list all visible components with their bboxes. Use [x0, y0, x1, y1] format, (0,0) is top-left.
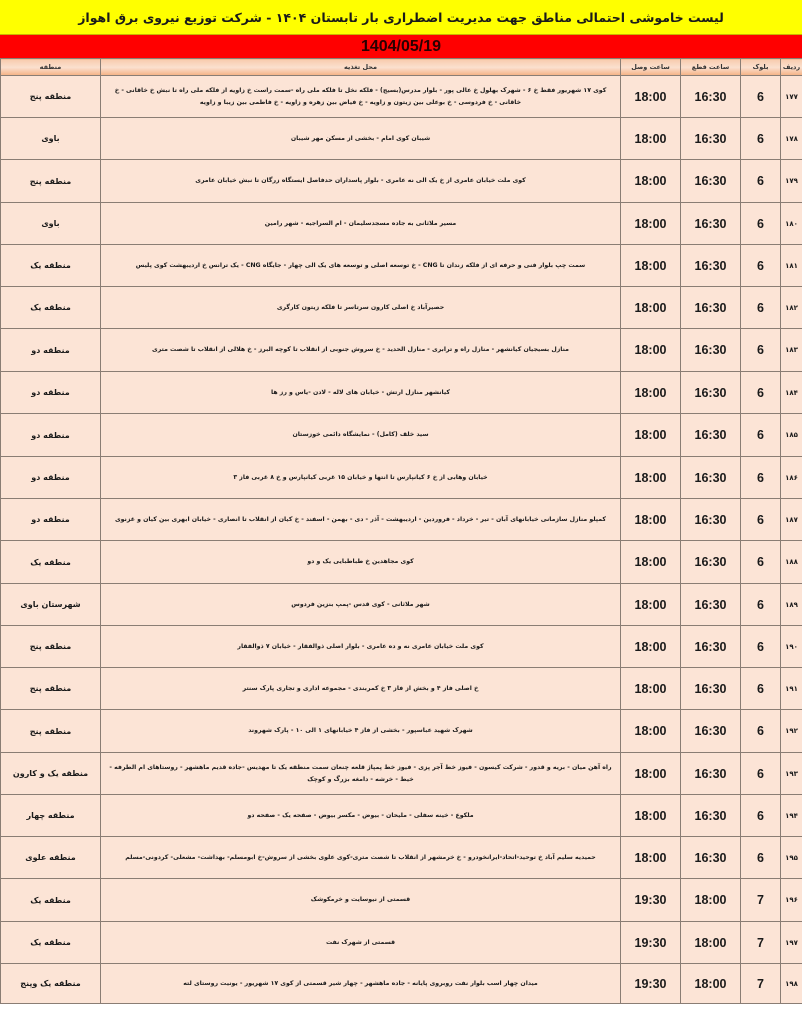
- cut-time: 18:00: [681, 964, 741, 1004]
- table-row: [1, 245, 802, 287]
- row-number: ۱۸۳: [781, 329, 802, 372]
- cut-time: 16:30: [681, 668, 741, 710]
- connect-time: 18:00: [621, 287, 681, 329]
- block-number: 7: [741, 922, 781, 964]
- table-row: [1, 541, 802, 584]
- connect-time: 18:00: [621, 499, 681, 541]
- location-description: راه آهن میان - بریه و قدور - شرکت کیسون - فیوز خط آجر پزی - فیوز خط پمپاژ قلعه چنعان سمت منطقه یک تا مهدیس -جاده قدیم ماهشهر - روستاهای ام الطرفه - خیط - خرشه - دامغه بزرگ و کوچک: [101, 753, 621, 795]
- region-name: منطقه چهار: [1, 795, 101, 837]
- region-name: منطقه یک: [1, 287, 101, 329]
- block-number: 6: [741, 76, 781, 118]
- cut-time: 18:00: [681, 879, 741, 922]
- region-name: منطقه دو: [1, 372, 101, 414]
- table-row: [1, 584, 802, 626]
- region-name: منطقه پنج: [1, 710, 101, 753]
- location-description: سمت چپ بلوار فنی و حرفه ای از فلکه زندان تا CNG - خ توسعه اصلی و توسعه های یک الی چهار - جایگاه CNG - یک ترانس خ اردیبهشت کوی پلیس: [101, 245, 621, 287]
- block-number: 6: [741, 753, 781, 795]
- location-description: ملکوع - خینه سفلی - ملیحان - بیوض - مکسر بیوض - صفحه یک - صفحه دو: [101, 795, 621, 837]
- region-name: منطقه یک وپنج: [1, 964, 101, 1004]
- row-number: ۱۸۵: [781, 414, 802, 457]
- table-row: [1, 753, 802, 795]
- table-row: [1, 160, 802, 203]
- location-description: سید خلف (کامل) - نمایشگاه دائمی خوزستان: [101, 414, 621, 457]
- cut-time: 16:30: [681, 541, 741, 584]
- schedule-date: 1404/05/19: [360, 37, 442, 55]
- connect-time: 19:30: [621, 879, 681, 922]
- connect-time: 18:00: [621, 203, 681, 245]
- row-number: ۱۹۸: [781, 964, 802, 1004]
- outage-table: [0, 58, 802, 1004]
- region-name: منطقه دو: [1, 414, 101, 457]
- location-description: شهرک شهید عباسپور - بخشی از فاز ۴ خیابانهای ۱ الی ۱۰ - پارک شهروند: [101, 710, 621, 753]
- location-description: کوی ملت خیابان عامری نه و ده عامری - بلوار اصلی ذوالفقار - خیابان ۷ ذوالفقار: [101, 626, 621, 668]
- connect-time: 18:00: [621, 329, 681, 372]
- row-number: ۱۷۸: [781, 118, 802, 160]
- location-description: کوی مجاهدین خ طباطبایی یک و دو: [101, 541, 621, 584]
- header-block: بلوک: [741, 59, 781, 76]
- row-number: ۱۷۹: [781, 160, 802, 203]
- connect-time: 18:00: [621, 372, 681, 414]
- block-number: 6: [741, 118, 781, 160]
- connect-time: 18:00: [621, 668, 681, 710]
- block-number: 6: [741, 584, 781, 626]
- block-number: 6: [741, 710, 781, 753]
- connect-time: 19:30: [621, 922, 681, 964]
- location-description: قسمتی از شهرک نفت: [101, 922, 621, 964]
- location-description: کیانشهر منازل ارتش - خیابان های لاله - لادن -یاس و رز ها: [101, 372, 621, 414]
- table-row: [1, 795, 802, 837]
- cut-time: 16:30: [681, 626, 741, 668]
- connect-time: 18:00: [621, 245, 681, 287]
- region-name: منطقه علوی: [1, 837, 101, 879]
- row-number: ۱۹۷: [781, 922, 802, 964]
- region-name: منطقه دو: [1, 457, 101, 499]
- location-description: کمپلو منازل سازمانی خیابانهای آبان - تیر - خرداد - فروردین - اردیبهشت - آذر - دی - بهمن - اسفند - خ کیان از انقلاب تا انصاری - خیابان ابهری بین کیان و غزنوی: [101, 499, 621, 541]
- location-description: میدان چهار اسب بلوار نفت روبروی پایانه - جاده ماهشهر - چهار شیر قسمتی از کوی ۱۷ شهریور - یونیت روستای لته: [101, 964, 621, 1004]
- cut-time: 16:30: [681, 457, 741, 499]
- date-banner: [0, 35, 802, 58]
- block-number: 6: [741, 329, 781, 372]
- row-number: ۱۹۱: [781, 668, 802, 710]
- row-number: ۱۹۴: [781, 795, 802, 837]
- table-row: [1, 76, 802, 118]
- region-name: منطقه یک: [1, 922, 101, 964]
- table-body: [1, 76, 802, 1004]
- region-name: منطقه دو: [1, 499, 101, 541]
- connect-time: 18:00: [621, 753, 681, 795]
- block-number: 6: [741, 245, 781, 287]
- region-name: منطقه پنج: [1, 76, 101, 118]
- connect-time: 18:00: [621, 414, 681, 457]
- table-row: [1, 922, 802, 964]
- table-row: [1, 203, 802, 245]
- table-row: [1, 879, 802, 922]
- row-number: ۱۸۸: [781, 541, 802, 584]
- block-number: 6: [741, 626, 781, 668]
- region-name: منطقه یک: [1, 245, 101, 287]
- page-title: لیست خاموشی احتمالی مناطق جهت مدیریت اضطراری بار تابستان ۱۴۰۴ - شرکت توزیع نیروی برق اهواز: [78, 9, 724, 25]
- block-number: 6: [741, 499, 781, 541]
- row-number: ۱۹۰: [781, 626, 802, 668]
- cut-time: 16:30: [681, 118, 741, 160]
- header-cut-time: ساعت قطع: [681, 59, 741, 76]
- connect-time: 18:00: [621, 584, 681, 626]
- row-number: ۱۹۵: [781, 837, 802, 879]
- block-number: 6: [741, 287, 781, 329]
- connect-time: 18:00: [621, 160, 681, 203]
- cut-time: 16:30: [681, 329, 741, 372]
- header-location: محل تغذیه: [101, 59, 621, 76]
- row-number: ۱۸۰: [781, 203, 802, 245]
- table-row: [1, 372, 802, 414]
- location-description: قسمتی از نیوسایت و خرمکوشک: [101, 879, 621, 922]
- location-description: حصیرآباد خ اصلی کارون سرتاسر تا فلکه زیتون کارگری: [101, 287, 621, 329]
- row-number: ۱۸۹: [781, 584, 802, 626]
- block-number: 7: [741, 964, 781, 1004]
- row-number: ۱۹۲: [781, 710, 802, 753]
- block-number: 6: [741, 795, 781, 837]
- location-description: کوی ۱۷ شهریور فقط خ ۶ - شهرک بهلول خ عالی پور - بلوار مدرس(بسیج) - فلکه نخل تا فلکه ملی راه -سمت راست خ زاویه از فلکه ملی راه تا نبش خ خاقانی - خ خاقانی - خ فردوسی - خ بوعلی بین زیتون و زاویه - خ فیاض بین زهره و زاویه - خ فاطمی بین زیبا و زاویه: [101, 76, 621, 118]
- cut-time: 16:30: [681, 372, 741, 414]
- block-number: 7: [741, 879, 781, 922]
- region-name: باوی: [1, 118, 101, 160]
- connect-time: 19:30: [621, 964, 681, 1004]
- connect-time: 18:00: [621, 626, 681, 668]
- table-row: [1, 710, 802, 753]
- table-row: [1, 329, 802, 372]
- region-name: باوی: [1, 203, 101, 245]
- row-number: ۱۸۶: [781, 457, 802, 499]
- connect-time: 18:00: [621, 457, 681, 499]
- location-description: مسیر ملاثانی به جاده مسجدسلیمان - ام السراجیه - شهر رامین: [101, 203, 621, 245]
- title-banner: [0, 0, 802, 35]
- block-number: 6: [741, 160, 781, 203]
- region-name: منطقه یک و کارون: [1, 753, 101, 795]
- table-row: [1, 457, 802, 499]
- cut-time: 16:30: [681, 287, 741, 329]
- header-region: منطقه: [1, 59, 101, 76]
- row-number: ۱۹۳: [781, 753, 802, 795]
- table-row: [1, 626, 802, 668]
- block-number: 6: [741, 541, 781, 584]
- header-connect-time: ساعت وصل: [621, 59, 681, 76]
- table-row: [1, 287, 802, 329]
- cut-time: 16:30: [681, 795, 741, 837]
- block-number: 6: [741, 414, 781, 457]
- connect-time: 18:00: [621, 76, 681, 118]
- connect-time: 18:00: [621, 541, 681, 584]
- region-name: منطقه پنج: [1, 668, 101, 710]
- block-number: 6: [741, 668, 781, 710]
- location-description: حمیدیه سلیم آباد خ توحید-اتحاد-ایرانخودرو - خ خرمشهر از انقلاب تا شصت متری-کوی علوی بخشی از سروش-خ ابومسلم- بهداشت- مشعلی- کردونی-مسلم: [101, 837, 621, 879]
- table-row: [1, 668, 802, 710]
- region-name: منطقه یک: [1, 541, 101, 584]
- row-number: ۱۸۱: [781, 245, 802, 287]
- block-number: 6: [741, 837, 781, 879]
- table-row: [1, 118, 802, 160]
- header-row-number: ردیف: [781, 59, 802, 76]
- location-description: شهر ملاثانی - کوی قدس -پمپ بنزین فردوس: [101, 584, 621, 626]
- table-row: [1, 499, 802, 541]
- cut-time: 16:30: [681, 753, 741, 795]
- region-name: شهرستان باوی: [1, 584, 101, 626]
- row-number: ۱۹۶: [781, 879, 802, 922]
- connect-time: 18:00: [621, 837, 681, 879]
- block-number: 6: [741, 457, 781, 499]
- cut-time: 16:30: [681, 584, 741, 626]
- connect-time: 18:00: [621, 118, 681, 160]
- cut-time: 16:30: [681, 76, 741, 118]
- cut-time: 16:30: [681, 499, 741, 541]
- connect-time: 18:00: [621, 710, 681, 753]
- cut-time: 16:30: [681, 837, 741, 879]
- region-name: منطقه دو: [1, 329, 101, 372]
- location-description: شیبان کوی امام - بخشی از مسکن مهر شیبان: [101, 118, 621, 160]
- block-number: 6: [741, 203, 781, 245]
- row-number: ۱۸۷: [781, 499, 802, 541]
- cut-time: 16:30: [681, 414, 741, 457]
- cut-time: 18:00: [681, 922, 741, 964]
- table-row: [1, 964, 802, 1004]
- table-row: [1, 837, 802, 879]
- connect-time: 18:00: [621, 795, 681, 837]
- region-name: منطقه پنج: [1, 160, 101, 203]
- location-description: کوی ملت خیابان عامری از خ یک الی نه عامری - بلوار پاسداران حدفاصل ایستگاه زرگان تا نبش خیابان عامری: [101, 160, 621, 203]
- location-description: خیابان وهابی از خ ۶ کیانپارس تا انتها و خیابان ۱۵ غربی کیانپارس و خ ۸ غربی فاز ۳: [101, 457, 621, 499]
- table-row: [1, 414, 802, 457]
- location-description: منازل بسیجیان کیانشهر - منازل راه و ترابری - منازل الحدید - خ سروش جنوبی از انقلاب تا کوچه البرز - خ هلالی از انقلاب تا شصت متری: [101, 329, 621, 372]
- cut-time: 16:30: [681, 203, 741, 245]
- region-name: منطقه یک: [1, 879, 101, 922]
- cut-time: 16:30: [681, 245, 741, 287]
- cut-time: 16:30: [681, 710, 741, 753]
- row-number: ۱۸۲: [781, 287, 802, 329]
- block-number: 6: [741, 372, 781, 414]
- region-name: منطقه پنج: [1, 626, 101, 668]
- table-header-row: [1, 59, 802, 76]
- cut-time: 16:30: [681, 160, 741, 203]
- location-description: خ اصلی فاز ۴ و بخش از فاز ۳ خ کمربندی - مجموعه اداری و تجاری پارک سنتر: [101, 668, 621, 710]
- row-number: ۱۸۴: [781, 372, 802, 414]
- row-number: ۱۷۷: [781, 76, 802, 118]
